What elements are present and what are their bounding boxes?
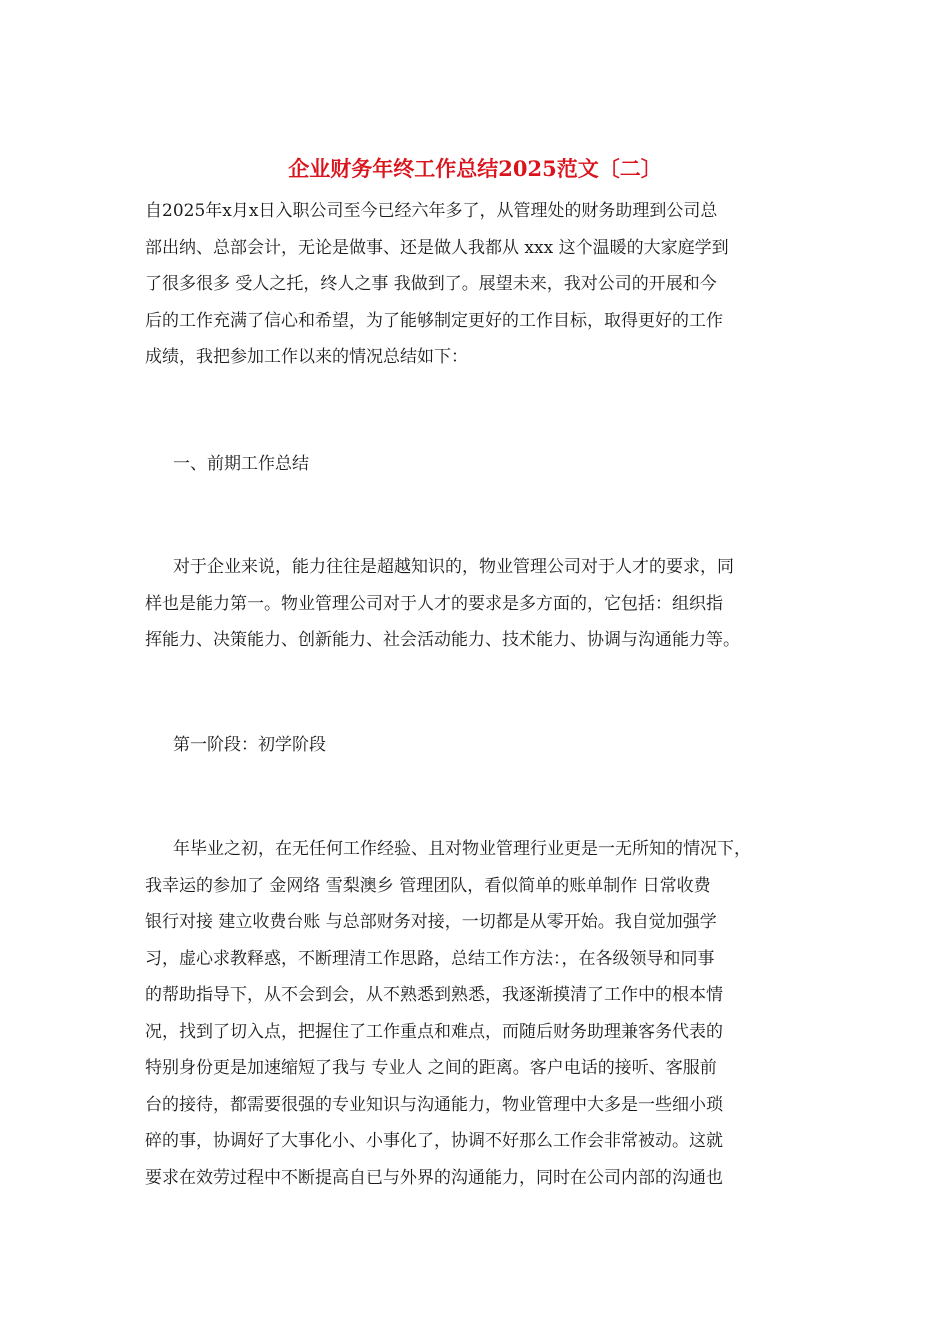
text-line: 样也是能力第一。物业管理公司对于人才的要求是多方面的，它包括：组织指 xyxy=(145,593,723,614)
intro-paragraph xyxy=(145,193,815,376)
text-line: 的帮助指导下，从不会到会，从不熟悉到熟悉，我逐渐摸清了工作中的根本情 xyxy=(145,985,723,1005)
text-line: 习，虚心求教释惑，不断理清工作思路，总结工作方法：，在各级领导和同事 xyxy=(145,948,715,969)
text-line: 台的接待，都需要很强的专业知识与沟通能力，物业管理中大多是一些细小琐 xyxy=(145,1094,723,1115)
text-line: 要求在效劳过程中不断提高自已与外界的沟通能力，同时在公司内部的沟通也 xyxy=(145,1167,723,1188)
section-heading xyxy=(145,446,815,483)
text-line: 我幸运的参加了 金网络 雪梨澳乡 管理团队，看似简单的账单制作 日常收费 xyxy=(145,875,711,896)
text-line: 碎的事，协调好了大事化小、小事化了，协调不好那么工作会非常被动。这就 xyxy=(145,1131,723,1151)
text-line: 对于企业来说，能力往往是超越知识的，物业管理公司对于人才的要求，同 xyxy=(173,557,734,577)
text-line: 挥能力、决策能力、创新能力、社会活动能力、技术能力、协调与沟通能力等。 xyxy=(145,630,740,650)
text-line: 自2025年x月x日入职公司至今已经六年多了，从管理处的财务助理到公司总 xyxy=(145,201,718,221)
stage-heading xyxy=(145,727,815,764)
section1-heading: 一、前期工作总结 xyxy=(173,454,309,474)
text-line: 年毕业之初，在无任何工作经验、且对物业管理行业更是一无所知的情况下， xyxy=(173,839,751,859)
text-line: 了很多很多 受人之托，终人之事 我做到了。展望未来，我对公司的开展和今 xyxy=(145,274,717,294)
document-title: 企业财务年终工作总结2025范文〔二〕 xyxy=(288,156,662,181)
section1-paragraph xyxy=(145,549,815,659)
text-line: 况，找到了切入点，把握住了工作重点和难点，而随后财务助理兼客务代表的 xyxy=(145,1021,723,1042)
stage1-heading: 第一阶段：初学阶段 xyxy=(173,735,326,755)
text-line: 银行对接 建立收费台账 与总部财务对接，一切都是从零开始。我自觉加强学 xyxy=(145,912,717,932)
stage1-paragraph xyxy=(145,831,815,1196)
text-line: 部出纳、总部会计，无论是做事、还是做人我都从 xxx 这个温暖的大家庭学到 xyxy=(145,237,729,258)
text-line: 成绩，我把参加工作以来的情况总结如下： xyxy=(145,347,468,367)
text-line: 后的工作充满了信心和希望，为了能够制定更好的工作目标，取得更好的工作 xyxy=(145,310,723,331)
text-line: 特别身份更是加速缩短了我与 专业人 之间的距离。客户电话的接听、客服前 xyxy=(145,1058,717,1078)
